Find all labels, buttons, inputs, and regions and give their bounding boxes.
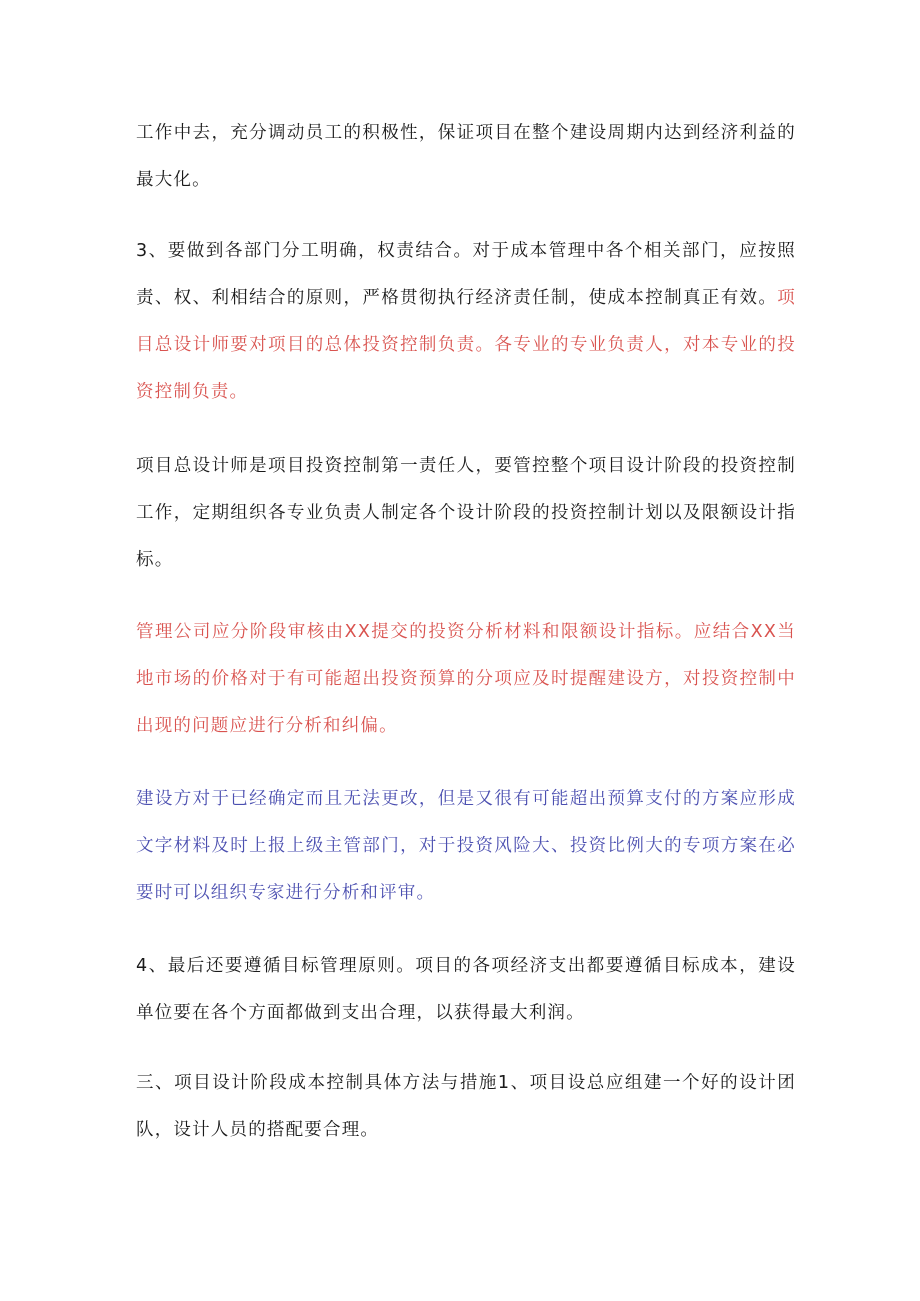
paragraph-2-text: 3、要做到各部门分工明确，权责结合。对于成本管理中各个相关部门，应按照责、权、利相结合的原则，严格贯彻执行经济责任制，使成本控制真正有效。 xyxy=(136,241,796,308)
paragraph-4 xyxy=(136,609,796,750)
paragraph-4-text: 管理公司应分阶段审核由XX提交的投资分析材料和限额设计指标。应结合XX当地市场的价格对于有可能超出投资预算的分项应及时提醒建设方，对投资控制中出现的问题应进行分析和纠偏。 xyxy=(136,622,796,736)
paragraph-7 xyxy=(136,1060,796,1154)
paragraph-2 xyxy=(136,228,796,416)
paragraph-1 xyxy=(136,110,796,204)
paragraph-7-text: 三、项目设计阶段成本控制具体方法与措施1、项目设总应组建一个好的设计团队，设计人员的搭配要合理。 xyxy=(136,1073,796,1140)
paragraph-3-text: 项目总设计师是项目投资控制第一责任人，要管控整个项目设计阶段的投资控制工作，定期组织各专业负责人制定各个设计阶段的投资控制计划以及限额设计指标。 xyxy=(136,456,796,570)
paragraph-5 xyxy=(136,776,796,917)
paragraph-2-highlight: 项目总设计师要对项目的总体投资控制负责。各专业的专业负责人，对本专业的投资控制负责。 xyxy=(136,288,796,402)
paragraph-6 xyxy=(136,943,796,1037)
paragraph-5-text: 建设方对于已经确定而且无法更改，但是又很有可能超出预算支付的方案应形成文字材料及时上报上级主管部门，对于投资风险大、投资比例大的专项方案在必要时可以组织专家进行分析和评审。 xyxy=(136,789,796,903)
paragraph-6-text: 4、最后还要遵循目标管理原则。项目的各项经济支出都要遵循目标成本，建设单位要在各个方面都做到支出合理，以获得最大利润。 xyxy=(136,956,796,1023)
paragraph-1-text: 工作中去，充分调动员工的积极性，保证项目在整个建设周期内达到经济利益的最大化。 xyxy=(136,123,796,190)
paragraph-3 xyxy=(136,443,796,584)
